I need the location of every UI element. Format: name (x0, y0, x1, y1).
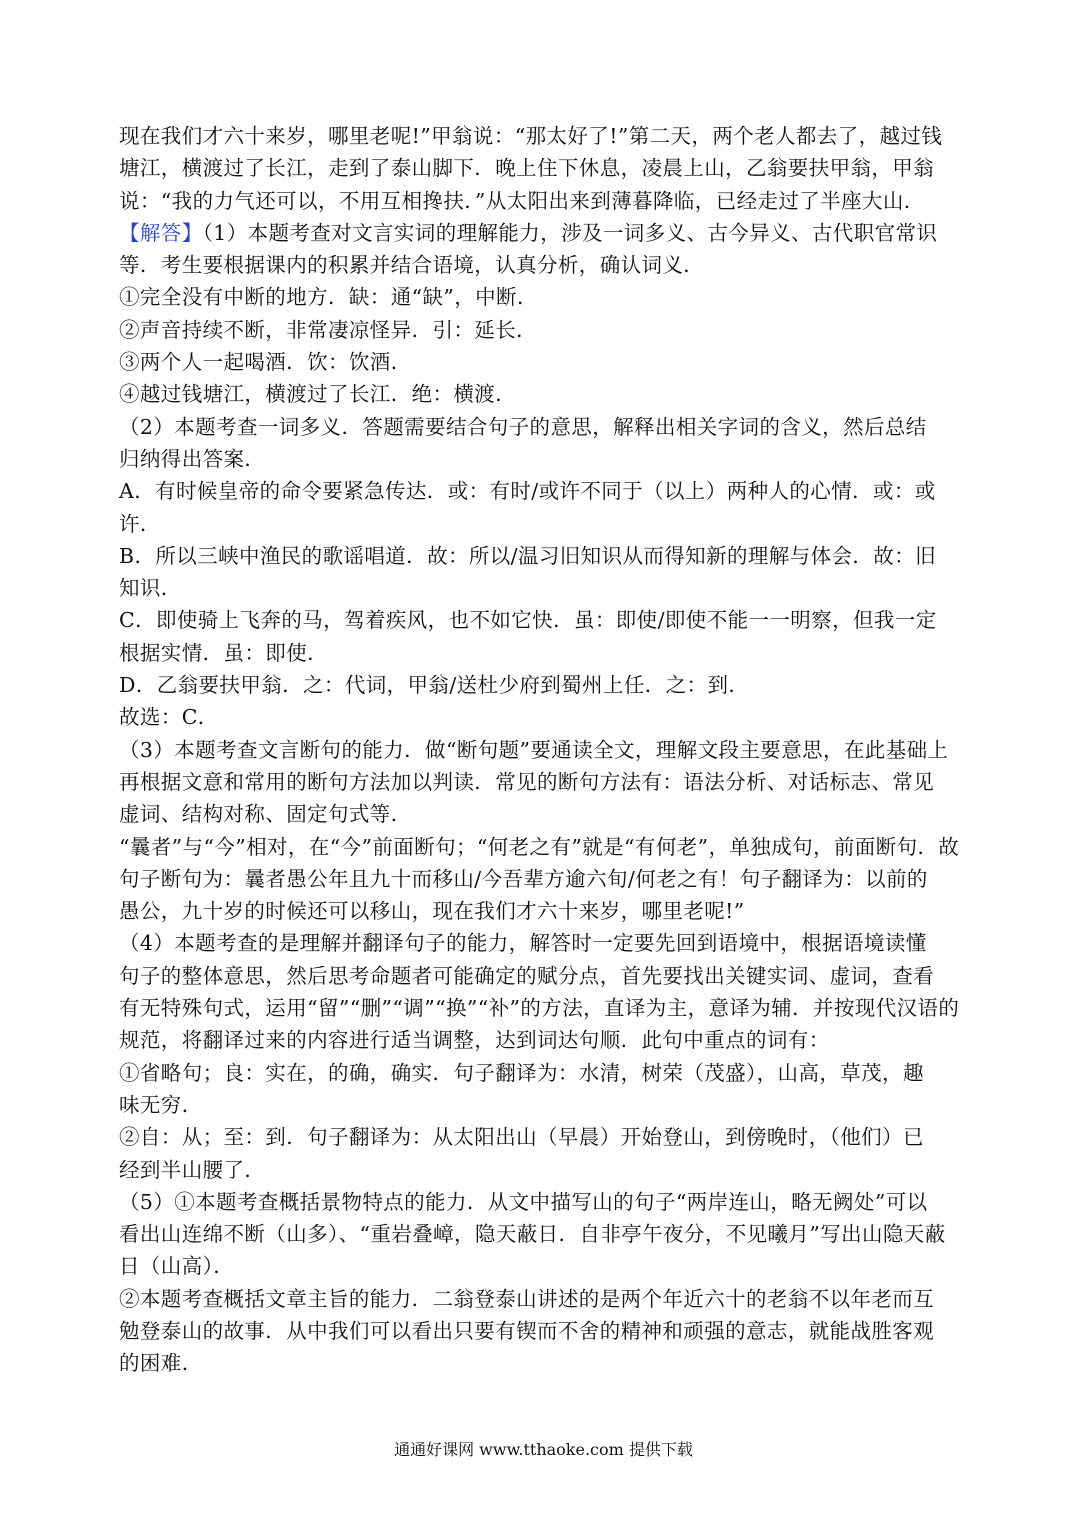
text-line: （4）本题考查的是理解并翻译句子的能力，解答时一定要先回到语境中，根据语境读懂 (119, 931, 927, 956)
text-line: “曩者”与“今”相对，在“今”前面断句；“何老之有”就是“有何老”，单独成句，前面断句．故 (119, 834, 960, 859)
text-line: 句子的整体意思，然后思考命题者可能确定的赋分点，首先要找出关键实词、虚词，查看 (119, 963, 935, 988)
text-line: ③两个人一起喝酒．饮：饮酒． (119, 350, 412, 375)
text-line: （2）本题考查一词多义．答题需要结合句子的意思，解释出相关字词的含义，然后总结 (119, 414, 927, 439)
text-line: ②本题考查概括文章主旨的能力．二翁登泰山讲述的是两个年近六十的老翁不以年老而互 (119, 1286, 935, 1311)
text-line: 塘江，横渡过了长江，走到了泰山脚下．晚上住下休息，凌晨上山，乙翁要扶甲翁，甲翁 (119, 156, 935, 181)
text-line: 再根据文意和常用的断句方法加以判读．常见的断句方法有：语法分析、对话标志、常见 (119, 769, 935, 794)
text-line: 现在我们才六十来岁，哪里老呢!”甲翁说：“那太好了!”第二天，两个老人都去了，越过钱 (119, 124, 943, 148)
text-line: 的困难． (119, 1351, 203, 1376)
text-line: 有无特殊句式，运用“留”“删”“调”“换”“补”的方法，直译为主，意译为辅．并按现代汉语的 (119, 996, 960, 1021)
text-line: 故选：C． (119, 705, 219, 730)
text-line: ①完全没有中断的地方．缺：通“缺”，中断． (119, 285, 538, 310)
text-line: ②声音持续不断，非常凄凉怪异．引：延长． (119, 317, 537, 342)
text-line: 规范，将翻译过来的内容进行适当调整，达到词达句顺．此句中重点的词有： (119, 1028, 830, 1053)
text-line: （3）本题考查文言断句的能力．做“断句题”要通读全文，理解文段主要意思，在此基础上 (119, 737, 949, 762)
text-line: 日（山高）． (119, 1254, 235, 1279)
text-line: ④越过钱塘江，横渡过了长江．绝：横渡． (119, 382, 517, 407)
text-line: C．即使骑上飞奔的马，驾着疾风，也不如它快．虽：即使/即使不能一一明察，但我一定 (119, 608, 937, 633)
text-line: D．乙翁要扶甲翁．之：代词，甲翁/送杜少府到蜀州上任．之：到． (119, 673, 750, 698)
text-line: ①省略句；良：实在，的确，确实．句子翻译为：水清，树荣（茂盛），山高，草茂，趣 (119, 1060, 924, 1085)
text-line: 虚词、结构对称、固定句式等． (119, 802, 412, 827)
text-line: B．所以三峡中渔民的歌谣唱道．故：所以/温习旧知识从而得知新的理解与体会．故：旧 (119, 543, 936, 568)
text-line: 句子断句为：曩者愚公年且九十而移山/今吾辈方逾六旬/何老之有！句子翻译为：以前的 (119, 866, 928, 891)
document-body (119, 120, 971, 1380)
text-line: 味无穷． (119, 1092, 203, 1117)
page-footer: 通通好课网 www.tthaoke.com 提供下载 (394, 1440, 693, 1459)
text-line: 说：“我的力气还可以，不用互相搀扶．”从太阳出来到薄暮降临，已经走过了半座大山． (119, 188, 925, 213)
text-line: （1）本题考查对文言实词的理解能力，涉及一词多义、古今异义、古代职官常识 (202, 220, 938, 245)
text-line: A．有时候皇帝的命令要紧急传达．或：有时/或许不同于（以上）两种人的心情．或：或 (119, 479, 936, 504)
text-line: 知识． (119, 576, 182, 601)
text-line: 归纳得出答案． (119, 446, 266, 471)
answer-heading-line (119, 217, 971, 249)
text-line: 看出山连绵不断（山多）、“重岩叠嶂，隐天蔽日．自非亭午夜分，不见曦月”写出山隐天蔽 (119, 1222, 946, 1247)
text-line: （5）①本题考查概括景物特点的能力．从文中描写山的句子“两岸连山，略无阙处”可以 (119, 1189, 928, 1214)
text-line: 愚公，九十岁的时候还可以移山，现在我们才六十来岁，哪里老呢!” (119, 899, 745, 924)
text-line: ②自：从；至：到．句子翻译为：从太阳出山（早晨）开始登山，到傍晚时，（他们）已 (119, 1125, 924, 1150)
answer-label: 【解答】 (119, 220, 203, 245)
text-line: 经到半山腰了． (119, 1157, 266, 1182)
text-line: 许． (119, 511, 161, 536)
text-line: 勉登泰山的故事．从中我们可以看出只要有锲而不舍的精神和顽强的意志，就能战胜客观 (119, 1318, 935, 1343)
text-line: 等．考生要根据课内的积累并结合语境，认真分析，确认词义． (119, 253, 705, 278)
text-line: 根据实情．虽：即使． (119, 640, 328, 665)
